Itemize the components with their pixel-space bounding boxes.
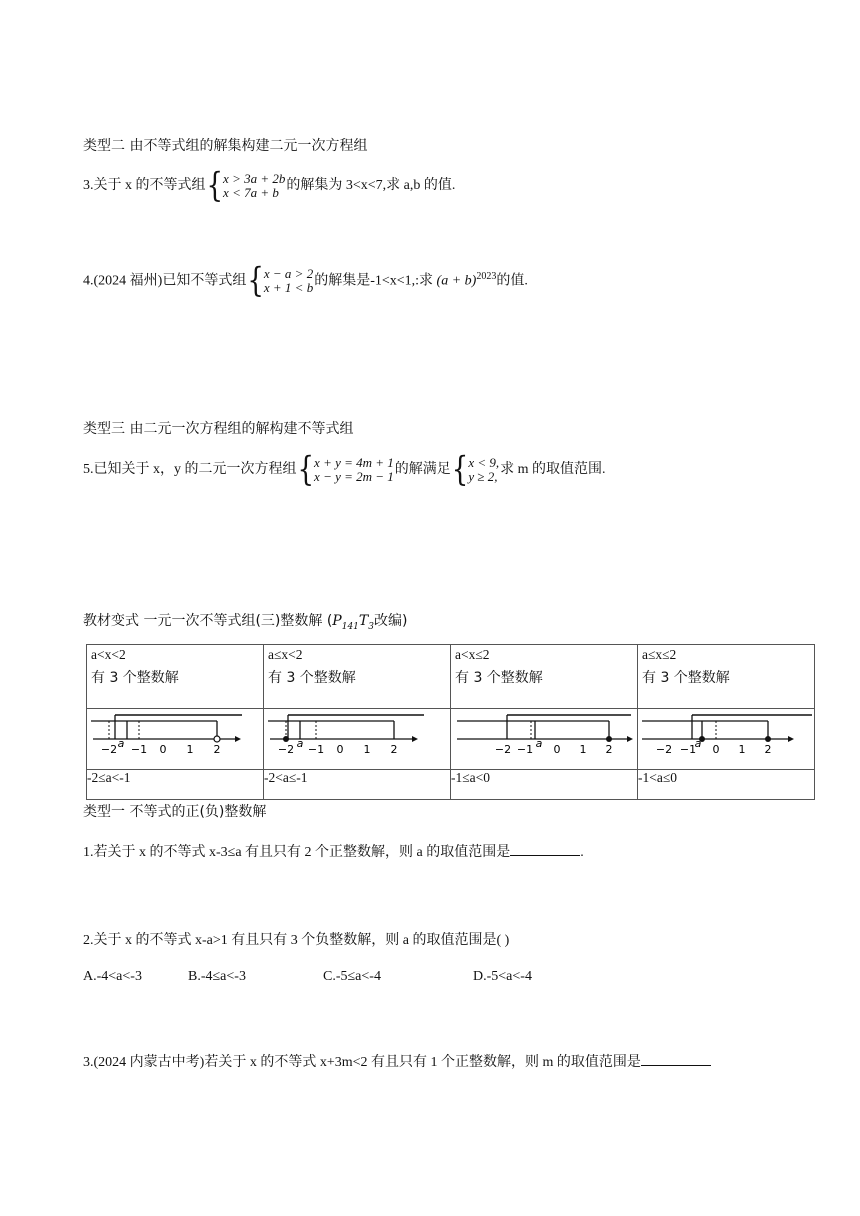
answer-cell: -1≤a<0 xyxy=(451,770,638,800)
question-3 xyxy=(83,166,456,206)
q4-eq2: x + 1 < b xyxy=(263,280,314,296)
axis-arrow-icon xyxy=(235,736,241,742)
q5-prefix: 5.已知关于 x，y 的二元一次方程组 xyxy=(83,462,297,478)
answer-cell: -2≤a<-1 xyxy=(87,770,264,800)
answer-blank[interactable] xyxy=(641,1051,711,1066)
count-text: 有 3 个整数解 xyxy=(91,670,179,686)
tick-label: 2 xyxy=(605,743,613,756)
tick-label: 0 xyxy=(553,743,561,756)
table-cell xyxy=(87,645,264,709)
table-cell xyxy=(264,645,451,709)
question-2: 2.关于 x 的不等式 x-a>1 有且只有 3 个负整数解，则 a 的取值范围是( ) xyxy=(83,933,510,948)
tick-label: 2 xyxy=(213,743,221,756)
q4-prefix: 4.(2024 福州)已知不等式组 xyxy=(83,273,247,289)
axis-arrow-icon xyxy=(788,736,794,742)
q5-cond1: x < 9, xyxy=(468,455,500,470)
tick-label: −2 xyxy=(277,743,295,756)
question-4 xyxy=(83,261,528,301)
ref-t: T xyxy=(358,613,369,629)
open-endpoint xyxy=(214,736,220,742)
tick-label: −1 xyxy=(516,743,534,756)
tick-label: 0 xyxy=(336,743,344,756)
answer-cell: -2<a≤-1 xyxy=(264,770,451,800)
ref-p-sub: 141 xyxy=(341,621,359,632)
question-5 xyxy=(83,450,606,490)
tick-label: 0 xyxy=(712,743,720,756)
q4-middle: 的解集是-1<x<1,:求 xyxy=(314,273,437,289)
condition-text: a≤x<2 xyxy=(268,647,303,662)
ref-p: P xyxy=(332,613,342,629)
tick-label: 1 xyxy=(579,743,587,756)
tick-label: 2 xyxy=(390,743,398,756)
q1-end: . xyxy=(580,845,584,860)
option-b[interactable]: B.-4≤a<-3 xyxy=(188,969,246,984)
q4-suffix: 的值. xyxy=(496,273,528,289)
tick-label: −1 xyxy=(679,743,697,756)
table-cell xyxy=(87,709,264,770)
option-a[interactable]: A.-4<a<-3 xyxy=(83,969,142,984)
tick-label: a xyxy=(694,737,702,750)
condition-system xyxy=(451,450,500,490)
option-d[interactable]: D.-5<a<-4 xyxy=(473,969,532,984)
axis-arrow-icon xyxy=(412,736,418,742)
section2-heading: 类型二 由不等式组的解集构建二元一次方程组 xyxy=(83,138,368,154)
q3-prefix: 3.关于 x 的不等式组 xyxy=(83,178,206,194)
ref-page xyxy=(332,613,374,632)
closed-endpoint xyxy=(283,736,289,742)
count-text: 有 3 个整数解 xyxy=(455,670,543,686)
variant-table xyxy=(86,644,815,800)
tick-label: −1 xyxy=(130,743,148,756)
question-1 xyxy=(83,841,584,863)
q5-eq1: x + y = 4m + 1 xyxy=(314,455,394,470)
ref-t-sub: 3 xyxy=(368,621,374,632)
q5-eq2: x − y = 2m − 1 xyxy=(314,469,394,484)
equation-system xyxy=(297,450,394,490)
tick-label: −1 xyxy=(307,743,325,756)
tick-label: 0 xyxy=(159,743,167,756)
condition-text: a≤x≤2 xyxy=(642,647,677,662)
inequality-system xyxy=(206,166,286,206)
condition-text: a<x<2 xyxy=(91,647,126,662)
tick-label: −2 xyxy=(655,743,673,756)
tick-label: 1 xyxy=(363,743,371,756)
tick-label: a xyxy=(296,737,304,750)
question-3-section1 xyxy=(83,1051,711,1073)
variant-heading xyxy=(83,611,407,637)
section3-heading: 类型三 由二元一次方程组的解构建不等式组 xyxy=(83,421,354,437)
q4-exponent: 2023 xyxy=(476,271,497,282)
number-line-figure xyxy=(264,709,450,765)
table-row-conditions xyxy=(87,645,815,709)
number-line-figure xyxy=(451,709,637,765)
tick-label: −2 xyxy=(494,743,512,756)
q3-suffix: 的解集为 3<x<7,求 a,b 的值. xyxy=(286,178,456,194)
q5-middle: 的解满足 xyxy=(394,462,451,478)
table-cell xyxy=(638,709,815,770)
section1-heading: 类型一 不等式的正(负)整数解 xyxy=(83,804,267,820)
answer-cell: -1<a≤0 xyxy=(638,770,815,800)
number-line-figure xyxy=(638,709,814,765)
variant-heading-end: 改编) xyxy=(373,613,408,629)
q5-cond2: y ≥ 2, xyxy=(468,469,498,484)
left-brace: { xyxy=(247,261,264,301)
tick-label: 1 xyxy=(186,743,194,756)
left-brace: { xyxy=(451,450,469,490)
q3-text: 3.(2024 内蒙古中考)若关于 x 的不等式 x+3m<2 有且只有 1 个正整数解，则 m 的取值范围是 xyxy=(83,1055,641,1070)
q3-eq1: x > 3a + 2b xyxy=(223,171,286,186)
table-cell xyxy=(451,709,638,770)
closed-endpoint xyxy=(606,736,612,742)
table-row-answers xyxy=(87,770,815,800)
axis-arrow-icon xyxy=(627,736,633,742)
table-cell xyxy=(451,645,638,709)
number-line-figure xyxy=(87,709,263,765)
inequality-system xyxy=(247,261,314,301)
table-cell xyxy=(638,645,815,709)
tick-label: a xyxy=(535,737,543,750)
q5-suffix: 求 m 的取值范围. xyxy=(500,462,606,478)
left-brace: { xyxy=(297,450,315,490)
variant-heading-text: 教材变式 一元一次不等式组(三)整数解 ( xyxy=(83,613,333,629)
q4-eq1: x − a > 2 xyxy=(263,266,314,282)
count-text: 有 3 个整数解 xyxy=(268,670,356,686)
q1-text: 1.若关于 x 的不等式 x-3≤a 有且只有 2 个正整数解，则 a 的取值范围是 xyxy=(83,845,511,860)
tick-label: −2 xyxy=(100,743,118,756)
tick-label: a xyxy=(117,737,125,750)
count-text: 有 3 个整数解 xyxy=(642,670,730,686)
table-row-figures xyxy=(87,709,815,770)
q3-eq2: x < 7a + b xyxy=(223,185,279,200)
option-c[interactable]: C.-5≤a<-4 xyxy=(323,969,381,984)
table-cell xyxy=(264,709,451,770)
answer-blank[interactable] xyxy=(510,841,580,856)
closed-endpoint xyxy=(765,736,771,742)
left-brace: { xyxy=(206,166,224,206)
tick-label: 2 xyxy=(764,743,772,756)
tick-label: 1 xyxy=(738,743,746,756)
condition-text: a<x≤2 xyxy=(455,647,490,662)
q4-expression: (a + b) xyxy=(436,273,477,289)
